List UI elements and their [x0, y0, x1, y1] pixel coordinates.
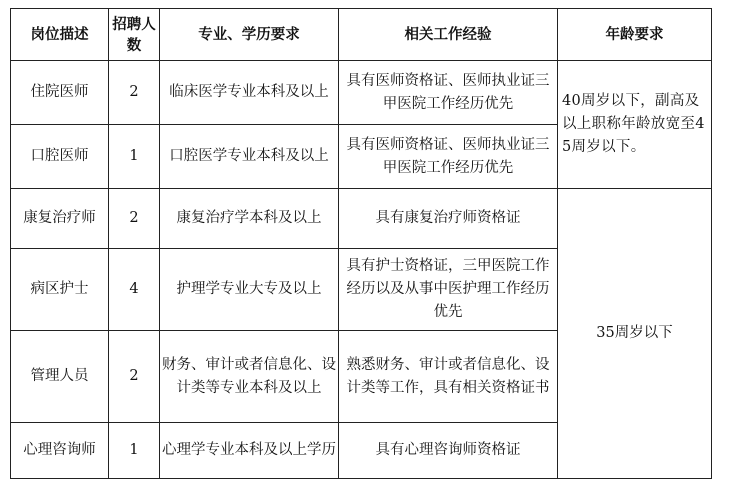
age-cell-senior: 40周岁以下，副高及以上职称年龄放宽至45周岁以下。: [558, 61, 712, 189]
age-cell-general: 35周岁以下: [558, 189, 712, 479]
table-row: [11, 61, 712, 125]
position-cell: 康复治疗师: [11, 189, 109, 249]
count-cell: 1: [109, 125, 160, 189]
position-cell: 心理咨询师: [11, 423, 109, 479]
position-cell: 住院医师: [11, 61, 109, 125]
recruitment-table: [10, 8, 712, 479]
experience-cell: 熟悉财务、审计或者信息化、设计类等工作，具有相关资格证书: [339, 331, 558, 423]
header-row: [11, 9, 712, 61]
header-experience: 相关工作经验: [339, 9, 558, 61]
count-cell: 2: [109, 189, 160, 249]
education-cell: 财务、审计或者信息化、设计类等专业本科及以上: [160, 331, 339, 423]
education-cell: 康复治疗学本科及以上: [160, 189, 339, 249]
header-position: 岗位描述: [11, 9, 109, 61]
count-cell: 1: [109, 423, 160, 479]
experience-cell: 具有医师资格证、医师执业证三甲医院工作经历优先: [339, 61, 558, 125]
header-count: 招聘人数: [109, 9, 160, 61]
count-cell: 4: [109, 249, 160, 331]
position-cell: 口腔医师: [11, 125, 109, 189]
position-cell: 管理人员: [11, 331, 109, 423]
education-cell: 护理学专业大专及以上: [160, 249, 339, 331]
header-education: 专业、学历要求: [160, 9, 339, 61]
experience-cell: 具有心理咨询师资格证: [339, 423, 558, 479]
experience-cell: 具有医师资格证、医师执业证三甲医院工作经历优先: [339, 125, 558, 189]
position-cell: 病区护士: [11, 249, 109, 331]
education-cell: 心理学专业本科及以上学历: [160, 423, 339, 479]
count-cell: 2: [109, 331, 160, 423]
experience-cell: 具有康复治疗师资格证: [339, 189, 558, 249]
header-age: 年龄要求: [558, 9, 712, 61]
education-cell: 口腔医学专业本科及以上: [160, 125, 339, 189]
table-row: [11, 189, 712, 249]
count-cell: 2: [109, 61, 160, 125]
experience-cell: 具有护士资格证，三甲医院工作经历以及从事中医护理工作经历优先: [339, 249, 558, 331]
education-cell: 临床医学专业本科及以上: [160, 61, 339, 125]
